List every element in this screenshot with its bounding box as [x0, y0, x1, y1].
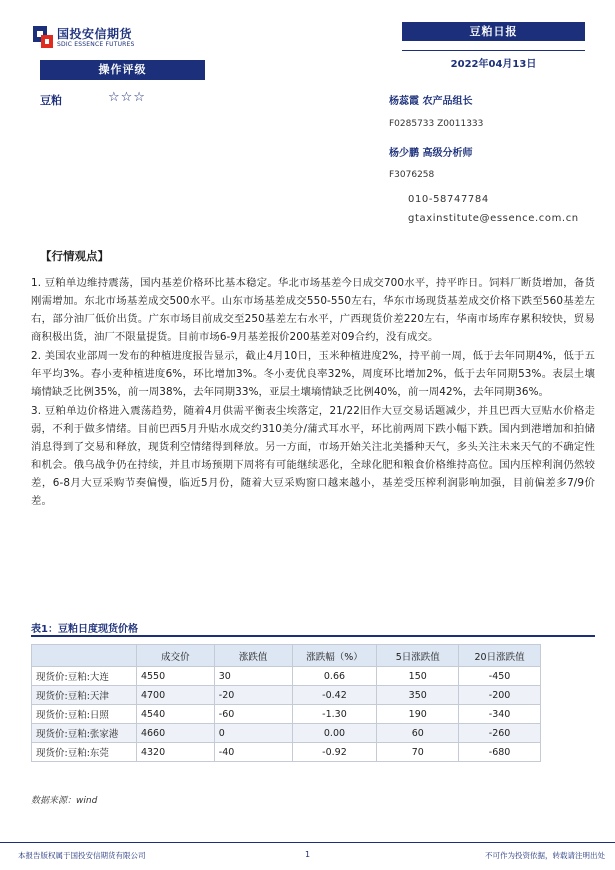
row-label: 现货价:豆粕:天津 [32, 686, 137, 705]
table-row [32, 705, 541, 724]
analyst-2-name: 杨少鹏 高级分析师 [389, 148, 473, 159]
cell-price: 4320 [136, 743, 214, 762]
market-commentary [31, 274, 595, 511]
rating-stars: ☆☆☆ [108, 90, 146, 105]
cell-change: -60 [214, 705, 292, 724]
header-cell [32, 645, 137, 667]
footer-divider [0, 842, 615, 843]
company-logo [33, 22, 153, 54]
data-source: 数据来源：wind [31, 796, 98, 806]
cell-change-pct: -0.42 [292, 686, 377, 705]
cell-5d-change: 350 [377, 686, 459, 705]
cell-change-pct: 0.66 [292, 667, 377, 686]
table-row [32, 724, 541, 743]
cell-change: 30 [214, 667, 292, 686]
cell-20d-change: -340 [459, 705, 541, 724]
table-row [32, 667, 541, 686]
cell-change-pct: 0.00 [292, 724, 377, 743]
cell-5d-change: 70 [377, 743, 459, 762]
cell-price: 4660 [136, 724, 214, 743]
cell-20d-change: -200 [459, 686, 541, 705]
product-name: 豆粕 [40, 94, 62, 107]
header-cell: 涨跌幅（%） [292, 645, 377, 667]
analyst-1-name: 杨蕊霞 农产品组长 [389, 96, 473, 107]
table-row [32, 743, 541, 762]
row-label: 现货价:豆粕:日照 [32, 705, 137, 724]
header-cell: 成交价 [136, 645, 214, 667]
cell-5d-change: 150 [377, 667, 459, 686]
table-title: 表1：豆粕日度现货价格 [31, 624, 138, 635]
logo-mark-icon [33, 26, 53, 48]
cell-change: -40 [214, 743, 292, 762]
logo-text-cn: 国投安信期货 [57, 27, 133, 41]
row-label: 现货价:豆粕:张家港 [32, 724, 137, 743]
table-header-row [32, 645, 541, 667]
cell-5d-change: 60 [377, 724, 459, 743]
cell-20d-change: -260 [459, 724, 541, 743]
table-row [32, 686, 541, 705]
header-cell: 5日涨跌值 [377, 645, 459, 667]
header-divider [402, 50, 585, 51]
analyst-2-id: F3076258 [389, 170, 435, 180]
page-number: 1 [305, 850, 311, 859]
table-title-divider [31, 635, 595, 637]
contact-email[interactable]: gtaxinstitute@essence.com.cn [408, 213, 579, 224]
section-title: 【行情观点】 [40, 249, 109, 263]
cell-change: -20 [214, 686, 292, 705]
cell-price: 4540 [136, 705, 214, 724]
cell-5d-change: 190 [377, 705, 459, 724]
cell-price: 4700 [136, 686, 214, 705]
cell-change-pct: -1.30 [292, 705, 377, 724]
paragraph-2: 2. 美国农业部周一发布的种植进度报告显示，截止4月10日，玉米种植进度2%，持平前一周，低于去年同期4%，低于五年平均3%。春小麦种植进度6%，环比增加3%。冬小麦优良率32%，周度环比增加2%，低于去年同期53%。表层土壤墒情缺乏比例35%，前一周38%，去年同期33%，亚层土壤墒情缺乏比例40%，前一周42%，去年同期36%。 [31, 350, 595, 398]
spot-price-table [31, 644, 541, 762]
contact-phone: 010-58747784 [408, 194, 489, 205]
report-date: 2022年04月13日 [450, 59, 537, 70]
cell-change: 0 [214, 724, 292, 743]
report-type-banner: 豆粕日报 [402, 22, 585, 41]
paragraph-3: 3. 豆粕单边价格进入震荡趋势，随着4月供需平衡表尘埃落定，21/22旧作大豆交易话题减少，并且巴西大豆贴水价格走弱，不利于做多情绪。目前巴西5月升贴水成交约310美分/蒲式耳水平，环比前两周下跌小幅下跌。国内到港增加和拍储消息得到了交易和释放，现货利空情绪得到释放。另一方面，市场开始关注北美播种天气，多头关注未来天气的不确定性和机会。俄乌战争仍在持续，并且市场预期下周将有可能继续恶化，全球化肥和粮食价格维持高位。国内压榨利润仍然较差，6-8月大豆采购节奏偏慢，临近5月份，随着大豆采购窗口越来越小，基差受压榨利润影响加强，目前偏差多7/9价差。 [31, 405, 595, 507]
logo-text-en: SDIC ESSENCE FUTURES [57, 41, 135, 48]
cell-20d-change: -450 [459, 667, 541, 686]
header-cell: 涨跌值 [214, 645, 292, 667]
paragraph-1: 1. 豆粕单边维持震荡，国内基差价格环比基本稳定。华北市场基差今日成交700水平，持平昨日。饲料厂断货增加，备货刚需增加。东北市场基差成交500水平。山东市场基差成交550-550左右，华东市场现货基差成交价格下跌至560基差左右，部分油厂低价出货。广东市场目前成交至250基差左右水平，广西现货价差220左右，华南市场库存累积较快，贸易商积极出货，油厂不限量提货。目前市场6-9月基差报价200基差对09合约，没有成交。 [31, 277, 595, 343]
cell-change-pct: -0.92 [292, 743, 377, 762]
footer-disclaimer: 不可作为投资依据，转载请注明出处 [485, 851, 605, 860]
cell-20d-change: -680 [459, 743, 541, 762]
cell-price: 4550 [136, 667, 214, 686]
footer-copyright: 本报告版权属于国投安信期货有限公司 [18, 851, 146, 860]
row-label: 现货价:豆粕:东莞 [32, 743, 137, 762]
row-label: 现货价:豆粕:大连 [32, 667, 137, 686]
rating-banner: 操作评级 [40, 60, 205, 80]
header-cell: 20日涨跌值 [459, 645, 541, 667]
analyst-1-id: F0285733 Z0011333 [389, 119, 484, 129]
